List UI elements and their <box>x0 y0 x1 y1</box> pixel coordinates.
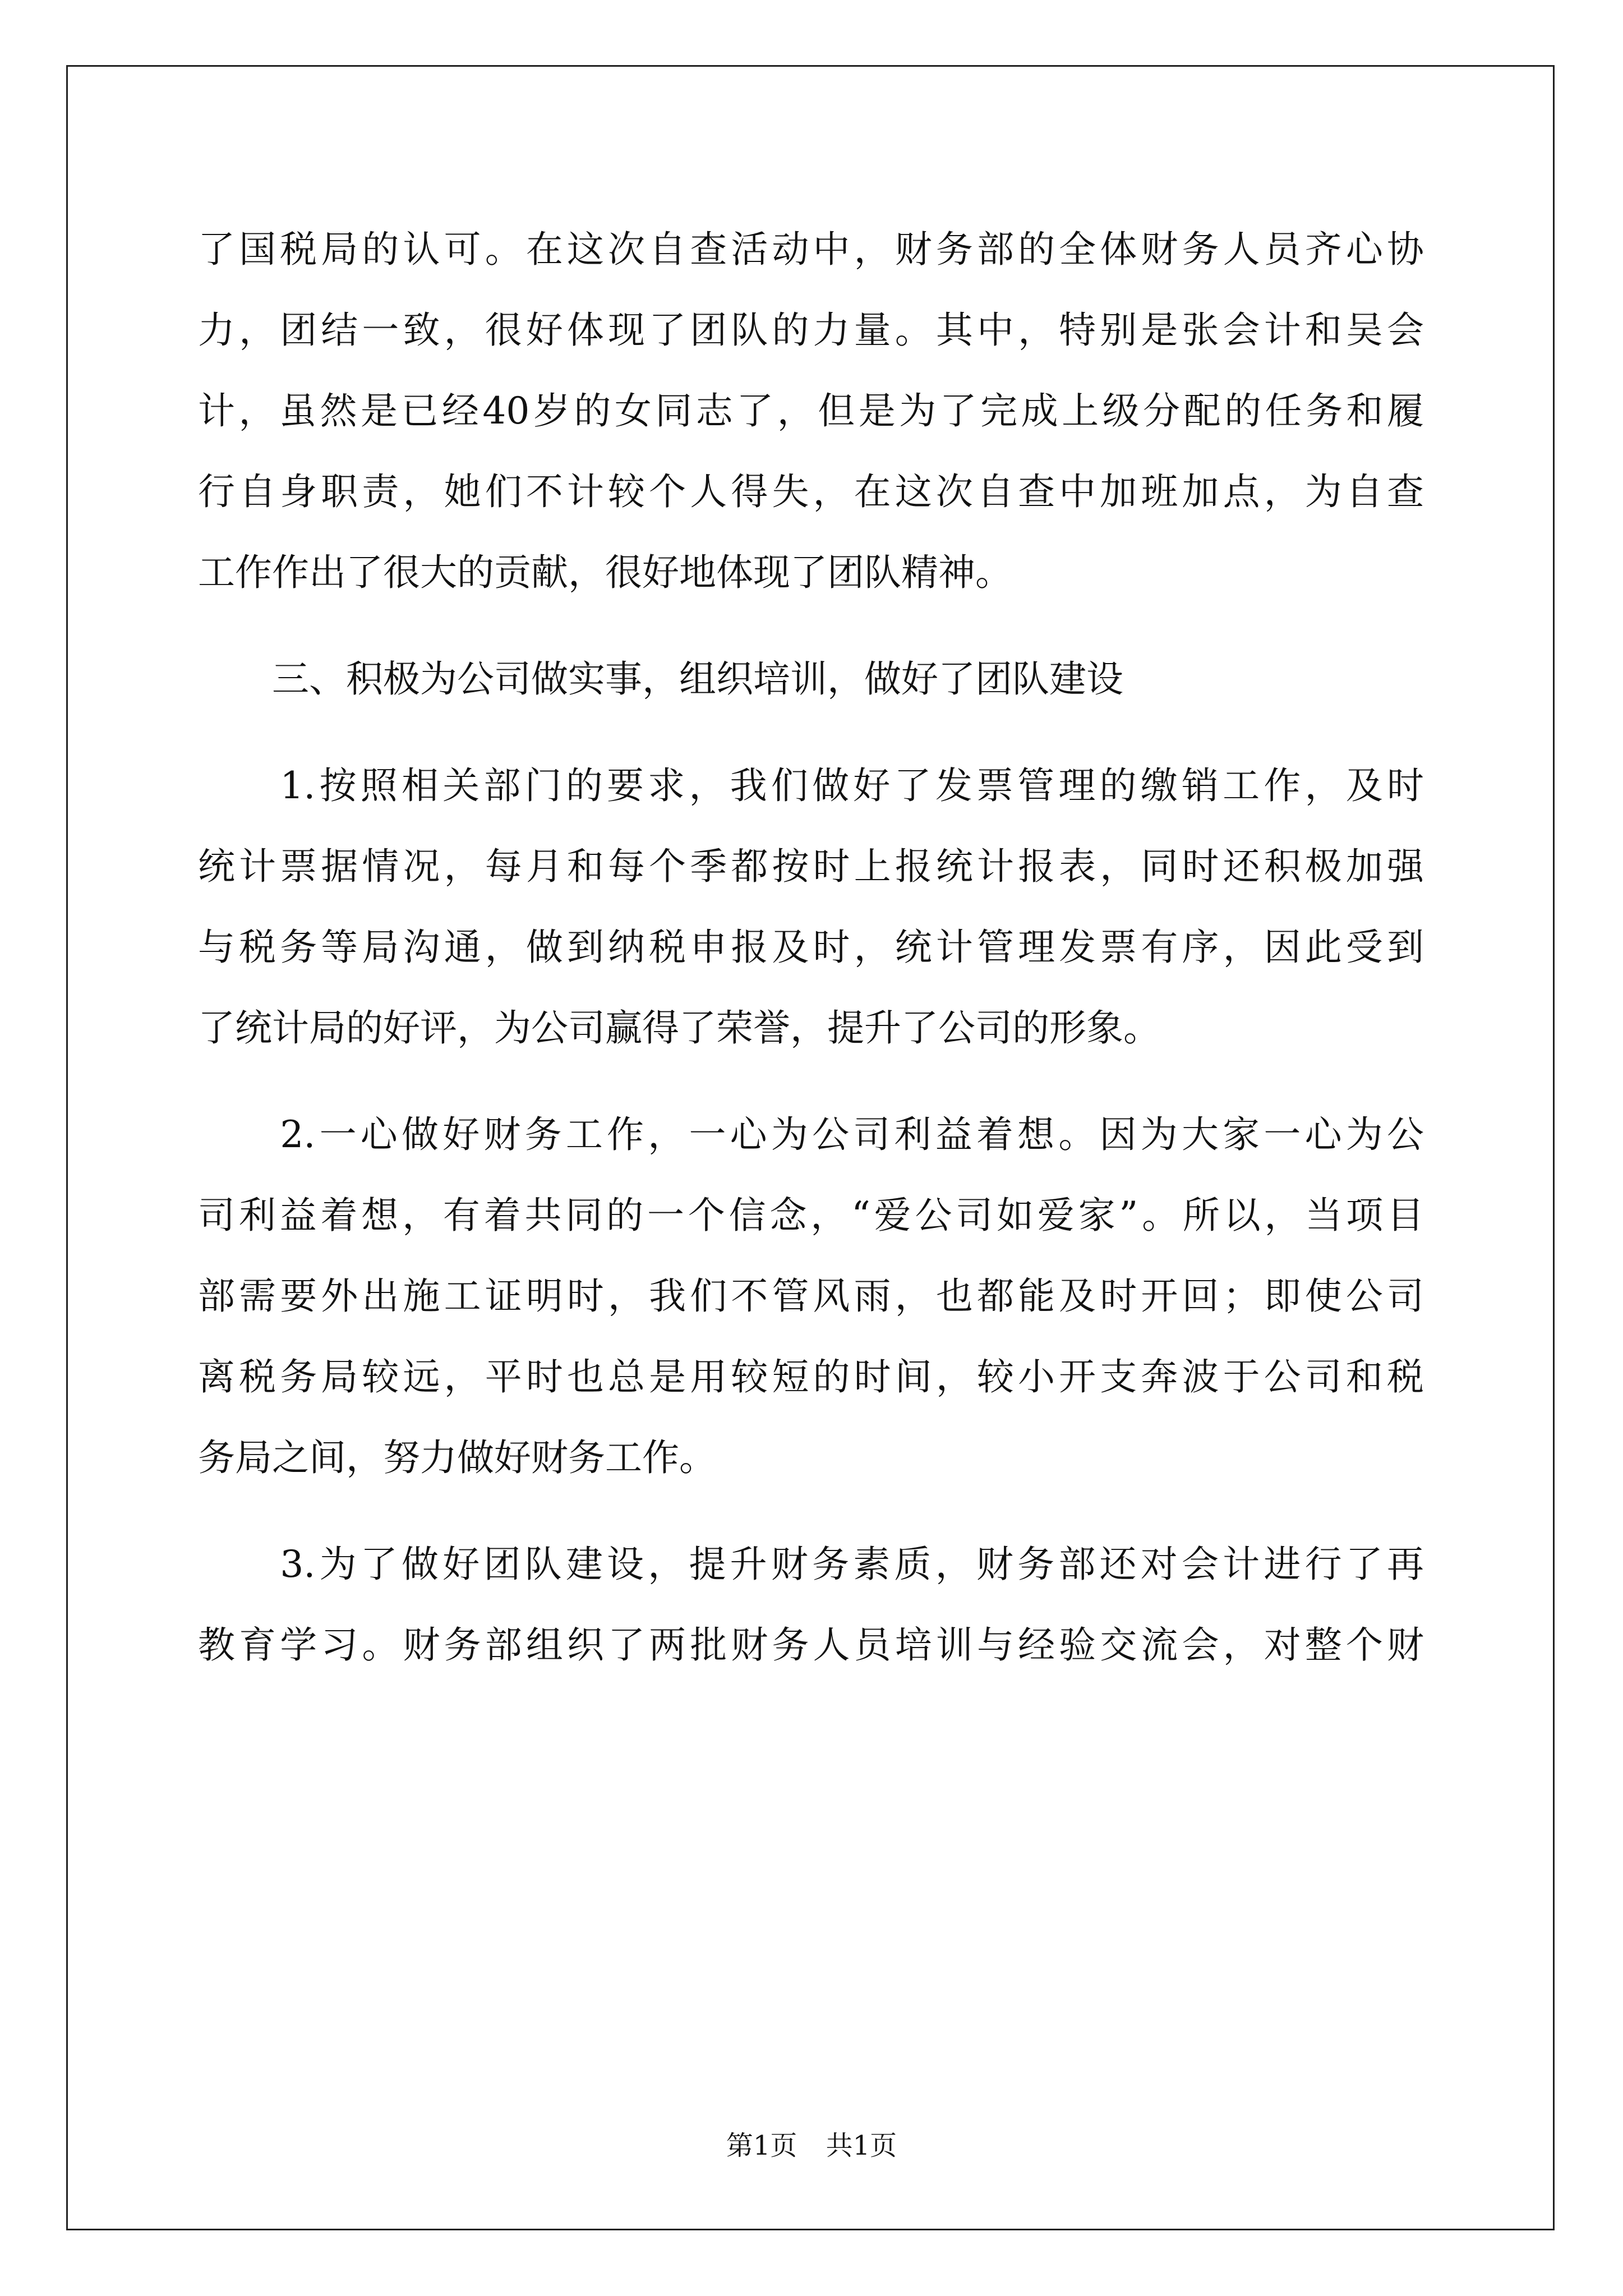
text-line: 部需要外出施工证明时，我们不管风雨，也都能及时开回；即使公司 <box>198 1274 1424 1318</box>
section-heading: 三、积极为公司做实事，组织培训，做好了团队建设 <box>198 657 1123 701</box>
text-line: 工作作出了很大的贡献，很好地体现了团队精神。 <box>198 551 1012 594</box>
text-line: 教育学习。财务部组织了两批财务人员培训与经验交流会，对整个财 <box>198 1623 1424 1667</box>
text-line: 了国税局的认可。在这次自查活动中，财务部的全体财务人员齐心协 <box>198 228 1424 271</box>
text-line: 与税务等局沟通，做到纳税申报及时，统计管理发票有序，因此受到 <box>198 926 1424 969</box>
text-line: 力，团结一致，很好体现了团队的力量。其中，特别是张会计和吴会 <box>198 309 1424 352</box>
text-line: 行自身职责，她们不计较个人得失，在这次自查中加班加点，为自查 <box>198 470 1424 513</box>
text-line: 2.一心做好财务工作，一心为公司利益着想。因为大家一心为公 <box>198 1113 1424 1156</box>
text-line: 1.按照相关部门的要求，我们做好了发票管理的缴销工作，及时 <box>198 764 1424 807</box>
page-number: 第1页 <box>726 2130 797 2161</box>
text-line: 司利益着想，有着共同的一个信念，“爱公司如爱家”。所以，当项目 <box>198 1194 1424 1237</box>
text-line: 3.为了做好团队建设，提升财务素质，财务部还对会计进行了再 <box>198 1543 1424 1586</box>
text-line: 务局之间，努力做好财务工作。 <box>198 1436 716 1479</box>
page-total: 共1页 <box>826 2130 897 2161</box>
page-footer <box>0 2129 1623 2162</box>
text-line: 统计票据情况，每月和每个季都按时上报统计报表，同时还积极加强 <box>198 845 1424 888</box>
text-line: 离税务局较远，平时也总是用较短的时间，较小开支奔波于公司和税 <box>198 1355 1424 1398</box>
text-line: 计，虽然是已经40岁的女同志了，但是为了完成上级分配的任务和履 <box>198 389 1424 432</box>
text-line: 了统计局的好评，为公司赢得了荣誉，提升了公司的形象。 <box>198 1006 1160 1050</box>
document-body <box>198 209 1424 1686</box>
